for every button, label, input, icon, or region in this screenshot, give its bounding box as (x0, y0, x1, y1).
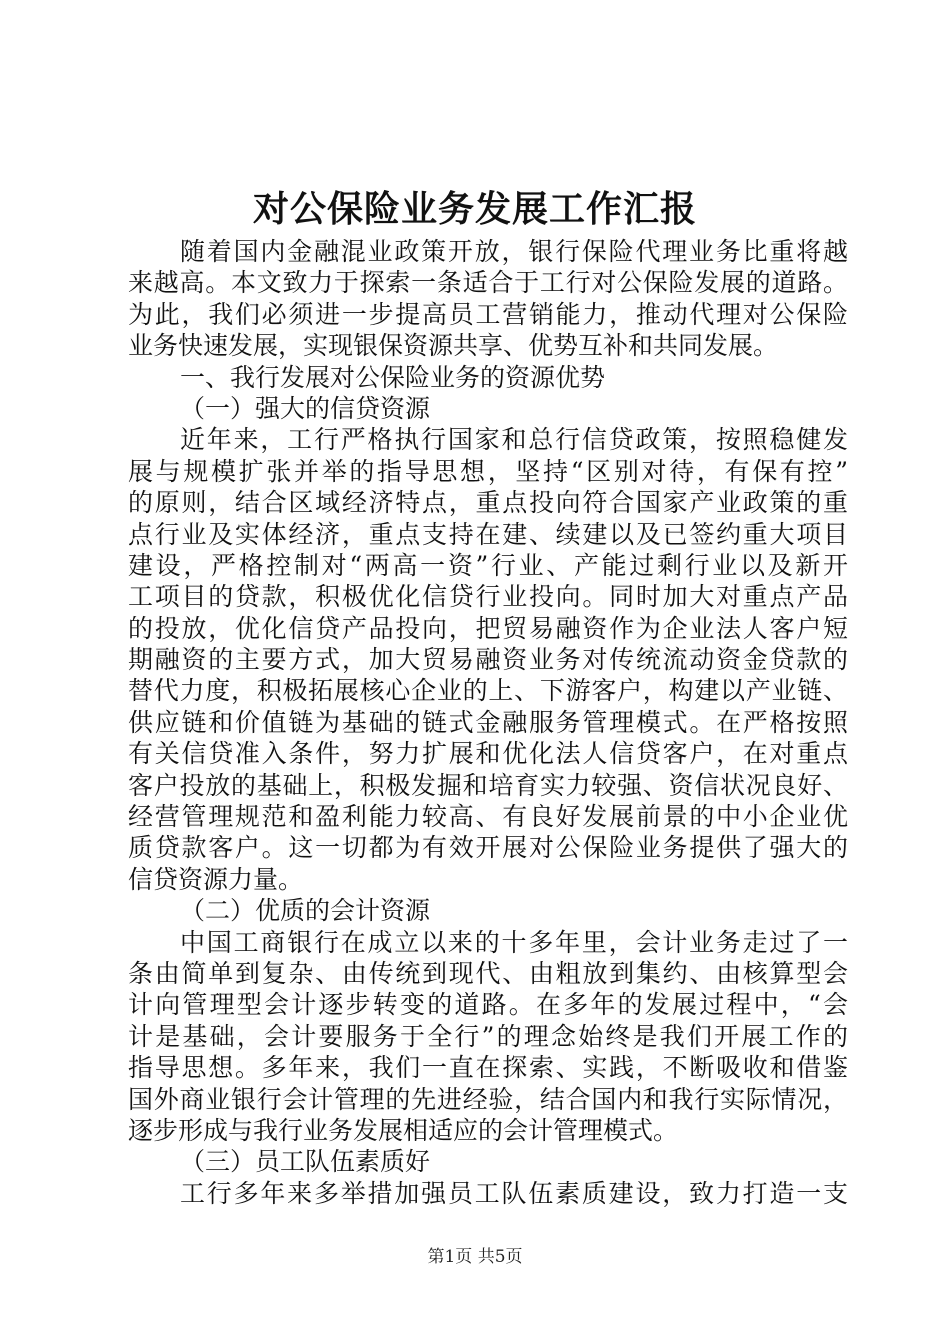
section-heading: 一、我行发展对公保险业务的资源优势 (180, 362, 606, 392)
text-line: 质贷款客户。这一切都为有效开展对公保险业务提供了强大的 (128, 833, 848, 863)
text-line: 计是基础，会计要服务于全行”的理念始终是我们开展工作的 (128, 1021, 848, 1051)
text-line: 经营管理规范和盈利能力较高、有良好发展前景的中小企业优 (128, 802, 848, 832)
text-line: 近年来，工行严格执行国家和总行信贷政策，按照稳健发 (180, 425, 848, 455)
text-line: 工行多年来多举措加强员工队伍素质建设，致力打造一支 (180, 1178, 848, 1208)
text-line: 替代力度，积极拓展核心企业的上、下游客户，构建以产业链、 (128, 676, 848, 706)
text-line: 信贷资源力量。 (128, 864, 304, 894)
subsection-heading: （三）员工队伍素质好 (180, 1147, 431, 1177)
text-line: 业务快速发展，实现银保资源共享、优势互补和共同发展。 (128, 331, 779, 361)
text-line: 指导思想。多年来，我们一直在探索、实践，不断吸收和借鉴 (128, 1053, 848, 1083)
text-line: 工项目的贷款，积极优化信贷行业投向。同时加大对重点产品 (128, 582, 848, 612)
text-line: 逐步形成与我行业务发展相适应的会计管理模式。 (128, 1115, 679, 1145)
subsection-heading: （一）强大的信贷资源 (180, 393, 431, 423)
text-line: 展与规模扩张并举的指导思想，坚持“区别对待，有保有控” (128, 456, 848, 486)
text-line: 客户投放的基础上，积极发掘和培育实力较强、资信状况良好、 (128, 770, 848, 800)
subsection-heading: （二）优质的会计资源 (180, 896, 431, 926)
text-line: 国外商业银行会计管理的先进经验，结合国内和我行实际情况， (128, 1084, 848, 1114)
document-title: 对公保险业务发展工作汇报 (252, 188, 697, 230)
text-line: 建设，严格控制对“两高一资”行业、产能过剩行业以及新开 (128, 550, 848, 580)
page-number-footer: 第1页 共5页 (427, 1247, 523, 1267)
text-line: 条由简单到复杂、由传统到现代、由粗放到集约、由核算型会 (128, 958, 848, 988)
text-line: 有关信贷准入条件，努力扩展和优化法人信贷客户，在对重点 (128, 739, 848, 769)
document-body (128, 236, 848, 1209)
text-line: 供应链和价值链为基础的链式金融服务管理模式。在严格按照 (128, 707, 848, 737)
text-line: 点行业及实体经济，重点支持在建、续建以及已签约重大项目 (128, 519, 848, 549)
text-line: 计向管理型会计逐步转变的道路。在多年的发展过程中，“会 (128, 990, 848, 1020)
text-line: 的原则，结合区域经济特点，重点投向符合国家产业政策的重 (128, 488, 848, 518)
text-line: 为此，我们必须进一步提高员工营销能力，推动代理对公保险 (128, 299, 848, 329)
text-line: 中国工商银行在成立以来的十多年里，会计业务走过了一 (180, 927, 848, 957)
text-line: 随着国内金融混业政策开放，银行保险代理业务比重将越 (180, 237, 848, 266)
text-line: 的投放，优化信贷产品投向，把贸易融资作为企业法人客户短 (128, 613, 848, 643)
text-line: 来越高。本文致力于探索一条适合于工行对公保险发展的道路。 (128, 268, 848, 298)
text-line: 期融资的主要方式，加大贸易融资业务对传统流动资金贷款的 (128, 645, 848, 675)
